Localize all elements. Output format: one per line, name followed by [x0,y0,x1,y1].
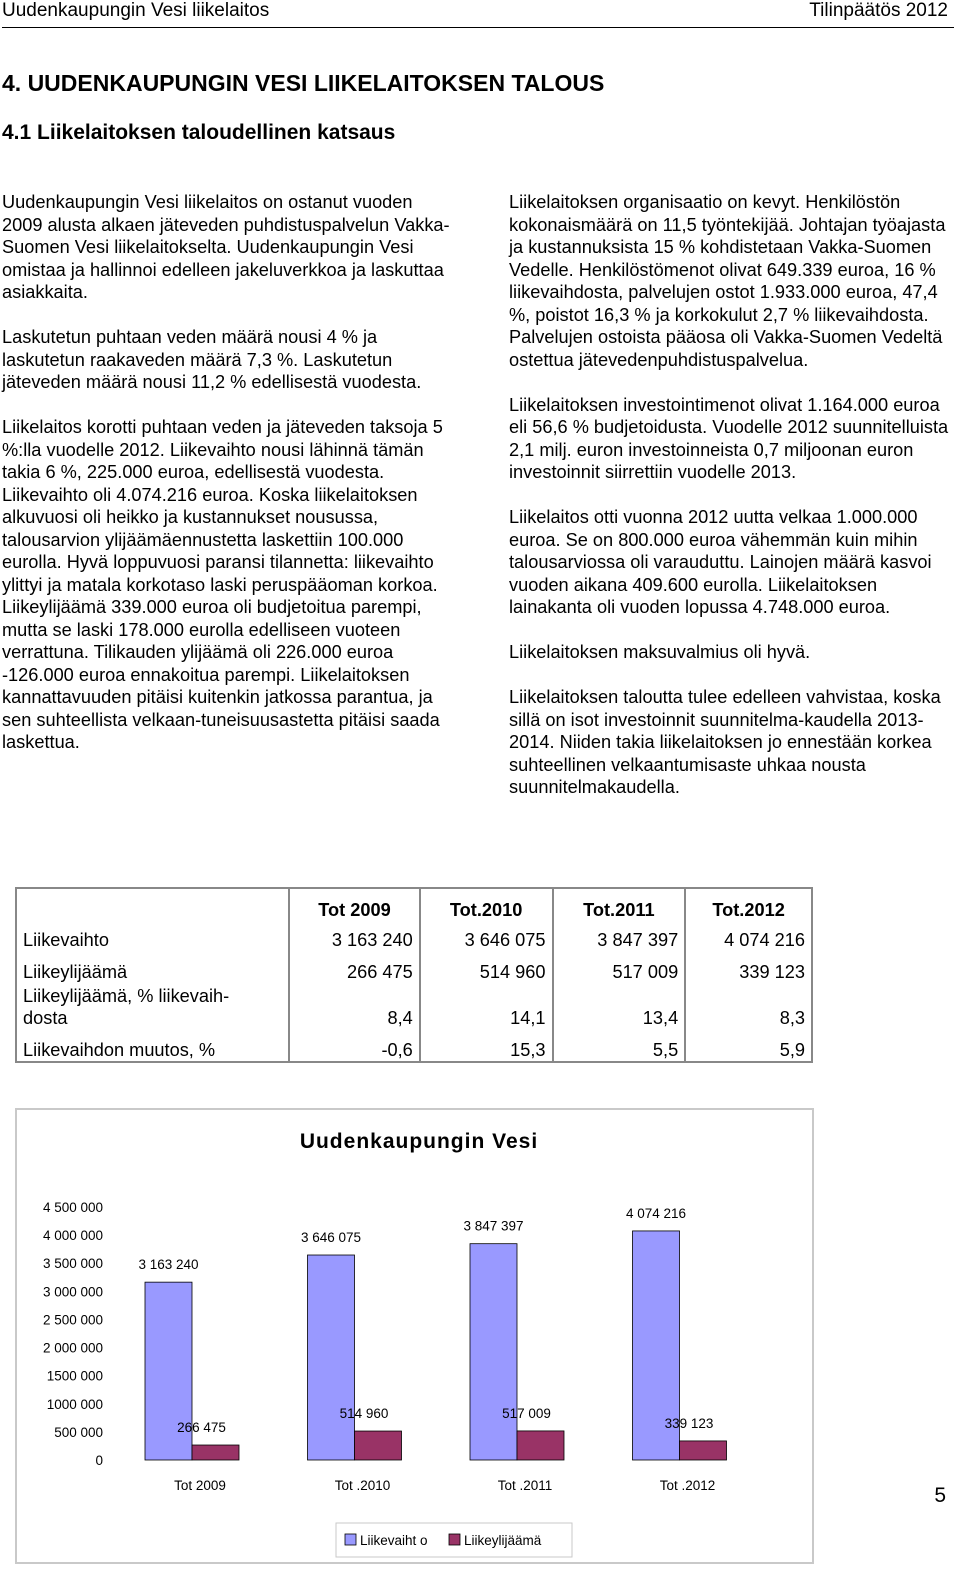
table-row [16,1029,812,1062]
paragraph: Liikelaitoksen investointimenot olivat 1.164.000 euroa eli 56,6 % budjetoidusta. Vuodelle 2012 suunnitelluista 2,1 milj. euron investoinneista 0,7 miljoonan euron investoinnit siirrettiin vuodelle 2013. [509,394,949,482]
y-tick-label: 500 000 [54,1424,103,1440]
legend-label: Liikeylijäämä [464,1533,542,1548]
table-cell: 5,9 [685,1029,812,1062]
table-row [16,951,812,983]
legend-label: Liikevaiht o [360,1533,428,1548]
bar-liikevaihto [470,1244,517,1460]
table-cell: 3 163 240 [289,921,420,951]
y-tick-label: 2 500 000 [42,1312,103,1328]
paragraph: Liikelaitoksen maksuvalmius oli hyvä. [509,642,811,662]
y-tick-label: 4 000 000 [42,1228,103,1244]
y-tick-label: 0 [95,1453,103,1468]
table-header-cell: Tot.2010 [420,888,553,921]
bar-liikeylijaama [355,1431,402,1460]
right-column [509,191,949,821]
data-label: 3 646 075 [300,1230,362,1246]
table-cell: 8,3 [685,983,812,1029]
table-cell: 266 475 [289,951,420,983]
section-title: 4.1 Liikelaitoksen taloudellinen katsaus [2,121,396,144]
legend-swatch [449,1534,460,1545]
table-row [16,921,812,951]
table-cell: 15,3 [420,1029,553,1062]
y-tick-label: 3 000 000 [42,1284,103,1300]
y-tick-label: 1000 000 [46,1396,103,1412]
left-column [2,191,452,776]
data-label: 514 960 [339,1406,389,1422]
table-cell: 517 009 [553,951,686,983]
y-tick-label: 4 500 000 [42,1200,103,1215]
bar-chart [17,1110,812,1562]
table-cell: -0,6 [289,1029,420,1062]
x-tick-label: Tot .2011 [497,1478,553,1493]
running-header-title: Uudenkaupungin Vesi liikelaitos [2,0,270,21]
table-cell: 4 074 216 [685,921,812,951]
y-tick-label: 3 500 000 [42,1256,103,1272]
table-header-row [16,888,812,921]
table-cell: 5,5 [553,1029,686,1062]
x-tick-label: Tot .2010 [334,1478,391,1493]
paragraph: Uudenkaupungin Vesi liikelaitos on ostanut vuoden 2009 alusta alkaen jäteveden puhdistuspalvelun Vakka-Suomen Vesi liikelaitokselta. Uudenkaupungin Vesi omistaa ja hallinnoi edelleen jakeluverkkoa ja laskuttaa asiakkaita. [2,192,450,302]
data-label: 339 123 [664,1415,714,1431]
table-header-cell: Tot 2009 [289,888,420,921]
row-label: Liikeylijäämä [23,962,128,982]
table-cell: 339 123 [685,951,812,983]
bar-liikeylijaama [192,1445,239,1460]
table-header-cell: Tot.2012 [685,888,812,921]
x-tick-label: Tot .2012 [659,1478,716,1493]
table-row [16,983,812,1029]
data-label: 266 475 [177,1420,226,1436]
data-label: 3 847 397 [463,1218,524,1234]
x-tick-label: Tot 2009 [174,1478,226,1493]
financial-table [15,887,813,1063]
bar-liikeylijaama [680,1441,727,1460]
chapter-title: 4. UUDENKAUPUNGIN VESI LIIKELAITOKSEN TALOUS [2,70,605,96]
paragraph: Liikelaitos korotti puhtaan veden ja jäteveden taksoja 5 %:lla vuodelle 2012. Liikevaihto nousi lähinnä tämän takia 6 %, 225.000 euroa, edellisestä vuodesta. Liikevaihto oli 4.074.216 euroa. Koska liikelaitoksen alkuvuosi oli heikko ja kustannukset nousussa, talousarvion ylijäämäennustetta laskettiin 100.000 eurolla. Hyvä loppuvuosi paransi tilannetta: liikevaihto ylittyi ja matala korkotaso laski peruspääoman korkoa. Liikeylijäämä 339.000 euroa oli budjetoitua parempi, mutta se laski 178.000 eurolla edelliseen vuoteen verrattuna. Tilikauden ylijäämä oli 226.000 euroa -126.000 euroa ennakoitua parempi. Liikelaitoksen kannattavuuden pitäisi kuitenkin jatkossa parantua, ja sen suhteellista velkaan-tuneisuusastetta pitäisi saada laskettua. [2,417,443,752]
chart-title: Uudenkaupungin Vesi [299,1130,539,1153]
chart-frame [15,1108,814,1564]
y-tick-label: 1500 000 [46,1368,103,1384]
row-label: Liikevaihdon muutos, % [23,1040,216,1060]
row-label: Liikeylijäämä, % liikevaih-dosta [23,986,230,1028]
data-label: 3 163 240 [138,1257,199,1273]
bar-liikevaihto [308,1255,355,1460]
legend-swatch [345,1534,356,1545]
row-label: Liikevaihto [23,930,109,950]
paragraph: Liikelaitos otti vuonna 2012 uutta velkaa 1.000.000 euroa. Se on 800.000 euroa vähemmän kuin mihin talousarviossa oli varauduttu. Lainojen määrä kasvoi vuoden aikana 409.600 eurolla. Liikelaitoksen lainakanta oli vuoden lopussa 4.748.000 euroa. [509,507,932,617]
header-rule [2,27,954,28]
table-header-cell [16,888,289,921]
bar-liikeylijaama [517,1431,564,1460]
table-cell: 14,1 [420,983,553,1029]
paragraph: Liikelaitoksen taloutta tulee edelleen vahvistaa, koska sillä on isot investoinnit suunnitelma-kaudella 2013-2014. Niiden takia liikelaitoksen jo ennestään korkea suhteellinen velkaantumisaste uhkaa nousta suunnitelmakaudella. [509,687,941,797]
paragraph: Liikelaitoksen organisaatio on kevyt. Henkilöstön kokonaismäärä on 11,5 työntekijää. Johtajan työajasta ja kustannuksista 15 % kohdistetaan Vakka-Suomen Vedelle. Henkilöstömenot olivat 649.339 euroa, 16 % liikevaihdosta, palvelujen ostot 1.933.000 euroa, 47,4 %, poistot 16,3 % ja korkokulut 2,7 % liikevaihdosta. Palvelujen ostoista pääosa oli Vakka-Suomen Vedeltä ostettua jätevedenpuhdistuspalvelua. [509,192,946,370]
data-label: 4 074 216 [625,1205,687,1221]
table-header-cell: Tot.2011 [553,888,686,921]
page-number: 5 [934,1484,946,1507]
table-cell: 514 960 [420,951,553,983]
table-cell: 13,4 [553,983,686,1029]
table-cell: 3 847 397 [553,921,686,951]
table-cell: 8,4 [289,983,420,1029]
data-label: 517 009 [502,1405,551,1421]
table-cell: 3 646 075 [420,921,553,951]
running-header-report: Tilinpäätös 2012 [809,0,948,21]
paragraph: Laskutetun puhtaan veden määrä nousi 4 % ja laskutetun raakaveden määrä 7,3 %. Laskutetun jäteveden määrä nousi 11,2 % edellisestä vuodesta. [2,327,422,392]
y-tick-label: 2 000 000 [42,1340,103,1356]
